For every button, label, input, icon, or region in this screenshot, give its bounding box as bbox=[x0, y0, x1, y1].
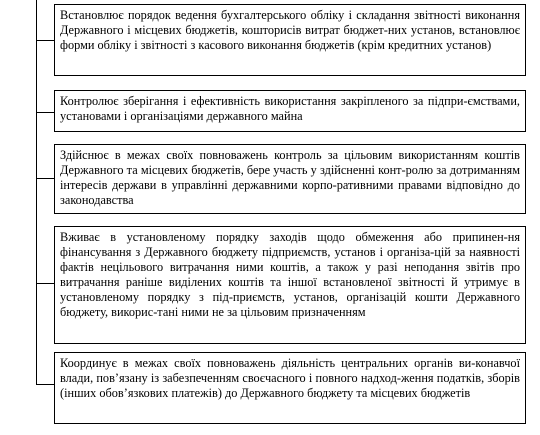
function-box-4 bbox=[54, 226, 526, 344]
function-box-3 bbox=[54, 144, 526, 214]
function-box-1 bbox=[54, 4, 526, 76]
function-text-1: Встановлює порядок ведення бухгалтерського обліку і складання звітності виконання Державного і місцевих бюджетів, кошторисів витрат бюджет-них установ, встановлює форми обліку і звітності з касового виконання бюджетів (крім кредитних установ) bbox=[60, 8, 520, 52]
function-text-4: Вживає в установленому порядку заходів щодо обмеження або припинен-ня фінансування з Державного бюджету підприємств, установ і організа-цій за наявності фактів нецільового витрачання ними коштів, а також у разі неподання звітів про витрачання раніше виділених коштів та іншої встановленої звітності й утримує в установленому порядку з під-приємств, установ, організацій кошти Державного бюджету, викорис-тані ними не за цільовим призначенням bbox=[60, 230, 520, 319]
connector-line-3 bbox=[36, 178, 54, 179]
connector-line-1 bbox=[36, 40, 54, 41]
connector-line-5 bbox=[36, 384, 54, 385]
function-box-2 bbox=[54, 90, 526, 132]
connector-line-2 bbox=[36, 112, 54, 113]
function-text-3: Здійснює в межах своїх повноважень контроль за цільовим використанням коштів Державного та місцевих бюджетів, бере участь у здійсненні конт-ролю за дотриманням інтересів держави в управлінні державними корпо-ративними правами відповідно до законодавства bbox=[60, 148, 520, 207]
function-text-5: Координує в межах своїх повноважень діяльність центральних органів ви-конавчої влади, пов’язану із забезпеченням своєчасного і повного надход-ження податків, зборів (інших обов’язкових платежів) до Державного бюджету та місцевих бюджетів bbox=[60, 356, 520, 400]
function-text-2: Контролює зберігання і ефективність використання закріпленого за підпри-ємствами, установами і організаціями державного майна bbox=[60, 94, 520, 123]
connector-line-4 bbox=[36, 283, 54, 284]
function-box-5 bbox=[54, 352, 526, 424]
connector-spine bbox=[36, 0, 37, 384]
